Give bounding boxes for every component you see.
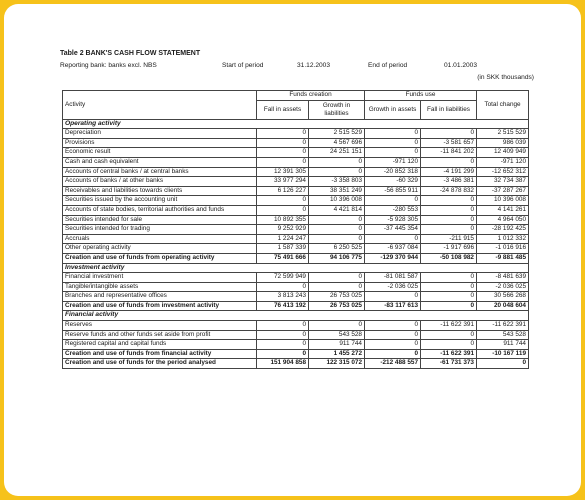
cell-value: 0 xyxy=(309,167,365,177)
cell-value: 10 396 008 xyxy=(309,196,365,206)
row-label: Accruals xyxy=(63,234,257,244)
row-label: Receivables and liabilities towards clients xyxy=(63,186,257,196)
end-date: 01.01.2003 xyxy=(444,62,478,69)
cell-value: -8 481 639 xyxy=(477,273,529,283)
row-label: Creation and use of funds from investment activity xyxy=(63,301,257,311)
cell-value: 0 xyxy=(257,340,309,350)
cell-value: 0 xyxy=(309,215,365,225)
start-label: Start of period xyxy=(222,62,264,69)
cell-value: 0 xyxy=(257,196,309,206)
table-row xyxy=(63,292,529,302)
table-row xyxy=(63,215,529,225)
total-change-header: Total change xyxy=(477,91,529,120)
units-note: (in SKK thousands) xyxy=(477,74,534,81)
row-label: Reserve funds and other funds set aside from profit xyxy=(63,330,257,340)
cell-value: 2 515 529 xyxy=(477,129,529,139)
cell-value: 0 xyxy=(421,225,477,235)
cell-value: 0 xyxy=(257,205,309,215)
cell-value: 0 xyxy=(257,349,309,359)
cell-value: 4 567 696 xyxy=(309,138,365,148)
cell-value: 0 xyxy=(309,282,365,292)
row-label: Economic result xyxy=(63,148,257,158)
cell-value: 1 012 332 xyxy=(477,234,529,244)
cell-value: 0 xyxy=(365,148,421,158)
section-title: Financial activity xyxy=(63,311,529,321)
table-row xyxy=(63,340,529,350)
cell-value: -211 915 xyxy=(421,234,477,244)
cell-value: 1 455 272 xyxy=(309,349,365,359)
cell-value: 0 xyxy=(365,292,421,302)
cell-value: -9 881 485 xyxy=(477,253,529,263)
cell-value: -83 117 613 xyxy=(365,301,421,311)
cell-value: 0 xyxy=(365,330,421,340)
cell-value: 0 xyxy=(421,330,477,340)
cell-value: -11 841 202 xyxy=(421,148,477,158)
table-row xyxy=(63,321,529,331)
cell-value: 76 413 192 xyxy=(257,301,309,311)
table-row xyxy=(63,157,529,167)
table-row xyxy=(63,177,529,187)
cell-value: -60 329 xyxy=(365,177,421,187)
cell-value: 543 528 xyxy=(309,330,365,340)
cell-value: 2 515 529 xyxy=(309,129,365,139)
cell-value: 12 391 305 xyxy=(257,167,309,177)
cell-value: 151 904 858 xyxy=(257,359,309,369)
cell-value: -24 878 832 xyxy=(421,186,477,196)
cell-value: 0 xyxy=(421,215,477,225)
cell-value: 0 xyxy=(257,330,309,340)
row-label: Securities issued by the accounting unit xyxy=(63,196,257,206)
cell-value: 0 xyxy=(257,138,309,148)
cell-value: 0 xyxy=(365,349,421,359)
table-row xyxy=(63,186,529,196)
cell-value: -2 036 025 xyxy=(365,282,421,292)
table-row xyxy=(63,234,529,244)
cell-value: -3 486 381 xyxy=(421,177,477,187)
cell-value: -61 731 373 xyxy=(421,359,477,369)
cell-value: -3 581 657 xyxy=(421,138,477,148)
start-date: 31.12.2003 xyxy=(297,62,331,69)
activity-header: Activity xyxy=(63,91,257,120)
row-label: Branches and representative offices xyxy=(63,292,257,302)
cell-value: 0 xyxy=(477,359,529,369)
cell-value: 0 xyxy=(257,157,309,167)
cell-value: -4 191 299 xyxy=(421,167,477,177)
growth-in-assets-header: Growth in assets xyxy=(365,100,421,119)
cell-value: 543 528 xyxy=(477,330,529,340)
row-label: Creation and use of funds for the period analysed xyxy=(63,359,257,369)
growth-in-liabilities-header: Growth in liabilities xyxy=(309,100,365,119)
cell-value: 4 141 261 xyxy=(477,205,529,215)
table-body xyxy=(63,119,529,368)
table-row xyxy=(63,196,529,206)
table-row xyxy=(63,273,529,283)
cell-value: 0 xyxy=(309,157,365,167)
cell-value: -5 928 305 xyxy=(365,215,421,225)
row-label: Securities intended for sale xyxy=(63,215,257,225)
cell-value: 32 734 387 xyxy=(477,177,529,187)
cell-value: 1 224 247 xyxy=(257,234,309,244)
row-label: Accounts of banks / at other banks xyxy=(63,177,257,187)
cell-value: 12 409 949 xyxy=(477,148,529,158)
cell-value: -2 036 025 xyxy=(477,282,529,292)
section-row xyxy=(63,311,529,321)
cell-value: 75 491 666 xyxy=(257,253,309,263)
cell-value: 0 xyxy=(421,196,477,206)
cell-value: 72 599 949 xyxy=(257,273,309,283)
row-label: Tangible/intangible assets xyxy=(63,282,257,292)
row-label: Securities intended for trading xyxy=(63,225,257,235)
cell-value: -28 192 425 xyxy=(477,225,529,235)
cell-value: -37 445 354 xyxy=(365,225,421,235)
funds-creation-header: Funds creation xyxy=(257,91,365,101)
cell-value: 0 xyxy=(421,292,477,302)
page-title: Table 2 BANK'S CASH FLOW STATEMENT xyxy=(60,50,201,57)
cell-value: 4 964 050 xyxy=(477,215,529,225)
cell-value: 9 252 929 xyxy=(257,225,309,235)
total-row xyxy=(63,301,529,311)
cell-value: 38 351 249 xyxy=(309,186,365,196)
cell-value: -1 917 696 xyxy=(421,244,477,254)
table-row xyxy=(63,138,529,148)
cell-value: 4 421 814 xyxy=(309,205,365,215)
table-row xyxy=(63,330,529,340)
reporting-row xyxy=(60,62,540,72)
cell-value: 0 xyxy=(421,340,477,350)
section-row xyxy=(63,263,529,273)
cell-value: -212 488 557 xyxy=(365,359,421,369)
row-label: Accounts of state bodies, territorial authorities and funds xyxy=(63,205,257,215)
cell-value: -11 622 391 xyxy=(421,321,477,331)
row-label: Financial investment xyxy=(63,273,257,283)
cell-value: 26 753 025 xyxy=(309,301,365,311)
table-row xyxy=(63,225,529,235)
cell-value: -6 937 084 xyxy=(365,244,421,254)
row-label: Creation and use of funds from operating activity xyxy=(63,253,257,263)
row-label: Depreciation xyxy=(63,129,257,139)
table-row xyxy=(63,244,529,254)
cell-value: 0 xyxy=(421,301,477,311)
table-row xyxy=(63,148,529,158)
reporting-bank: Reporting bank: banks excl. NBS xyxy=(60,62,157,69)
cell-value: 10 396 008 xyxy=(477,196,529,206)
row-label: Cash and cash equivalent xyxy=(63,157,257,167)
section-title: Operating activity xyxy=(63,119,529,129)
cell-value: 986 039 xyxy=(477,138,529,148)
cell-value: 0 xyxy=(421,273,477,283)
cell-value: 0 xyxy=(421,282,477,292)
cell-value: 911 744 xyxy=(477,340,529,350)
total-row xyxy=(63,349,529,359)
end-label: End of period xyxy=(368,62,408,69)
row-label: Reserves xyxy=(63,321,257,331)
cell-value: 0 xyxy=(421,157,477,167)
cell-value: -11 622 391 xyxy=(421,349,477,359)
table-row xyxy=(63,205,529,215)
cell-value: -12 652 312 xyxy=(477,167,529,177)
row-label: Other operating activity xyxy=(63,244,257,254)
cell-value: 0 xyxy=(365,234,421,244)
cell-value: 24 251 151 xyxy=(309,148,365,158)
cell-value: -129 370 944 xyxy=(365,253,421,263)
row-label: Creation and use of funds from financial activity xyxy=(63,349,257,359)
total-row xyxy=(63,253,529,263)
cell-value: -280 553 xyxy=(365,205,421,215)
section-title: Investment activity xyxy=(63,263,529,273)
cell-value: 0 xyxy=(365,340,421,350)
cell-value: 6 126 227 xyxy=(257,186,309,196)
cell-value: 10 892 355 xyxy=(257,215,309,225)
fall-in-assets-header: Fall in assets xyxy=(257,100,309,119)
cell-value: -10 167 119 xyxy=(477,349,529,359)
cell-value: 0 xyxy=(309,273,365,283)
cell-value: 0 xyxy=(365,321,421,331)
table-row xyxy=(63,282,529,292)
cell-value: -971 120 xyxy=(477,157,529,167)
cell-value: 33 977 294 xyxy=(257,177,309,187)
cell-value: -81 081 587 xyxy=(365,273,421,283)
cell-value: 0 xyxy=(365,129,421,139)
table-row xyxy=(63,167,529,177)
cell-value: 0 xyxy=(365,196,421,206)
cell-value: -50 108 982 xyxy=(421,253,477,263)
fall-in-liabilities-header: Fall in liabilities xyxy=(421,100,477,119)
table-row xyxy=(63,129,529,139)
cell-value: 0 xyxy=(309,234,365,244)
cell-value: 911 744 xyxy=(309,340,365,350)
funds-use-header: Funds use xyxy=(365,91,477,101)
cell-value: 1 587 339 xyxy=(257,244,309,254)
cell-value: 30 566 268 xyxy=(477,292,529,302)
cell-value: 20 048 604 xyxy=(477,301,529,311)
row-label: Provisions xyxy=(63,138,257,148)
cell-value: 94 106 775 xyxy=(309,253,365,263)
cell-value: 0 xyxy=(365,138,421,148)
cell-value: 0 xyxy=(421,129,477,139)
cell-value: 6 250 525 xyxy=(309,244,365,254)
cell-value: -971 120 xyxy=(365,157,421,167)
section-row xyxy=(63,119,529,129)
cell-value: 0 xyxy=(257,148,309,158)
cell-value: -56 855 911 xyxy=(365,186,421,196)
cell-value: -3 358 803 xyxy=(309,177,365,187)
row-label: Registered capital and capital funds xyxy=(63,340,257,350)
cell-value: 0 xyxy=(421,205,477,215)
cell-value: -37 287 267 xyxy=(477,186,529,196)
total-row xyxy=(63,359,529,369)
cell-value: 0 xyxy=(309,321,365,331)
document-page xyxy=(4,4,581,496)
cell-value: 0 xyxy=(309,225,365,235)
cell-value: -1 016 916 xyxy=(477,244,529,254)
cell-value: 0 xyxy=(257,129,309,139)
cell-value: 0 xyxy=(257,282,309,292)
cell-value: -20 852 318 xyxy=(365,167,421,177)
row-label: Accounts of central banks / at central banks xyxy=(63,167,257,177)
cell-value: 122 315 072 xyxy=(309,359,365,369)
cell-value: 3 813 243 xyxy=(257,292,309,302)
cell-value: 26 753 025 xyxy=(309,292,365,302)
cell-value: 0 xyxy=(257,321,309,331)
cell-value: -11 622 391 xyxy=(477,321,529,331)
cash-flow-table xyxy=(62,90,529,369)
